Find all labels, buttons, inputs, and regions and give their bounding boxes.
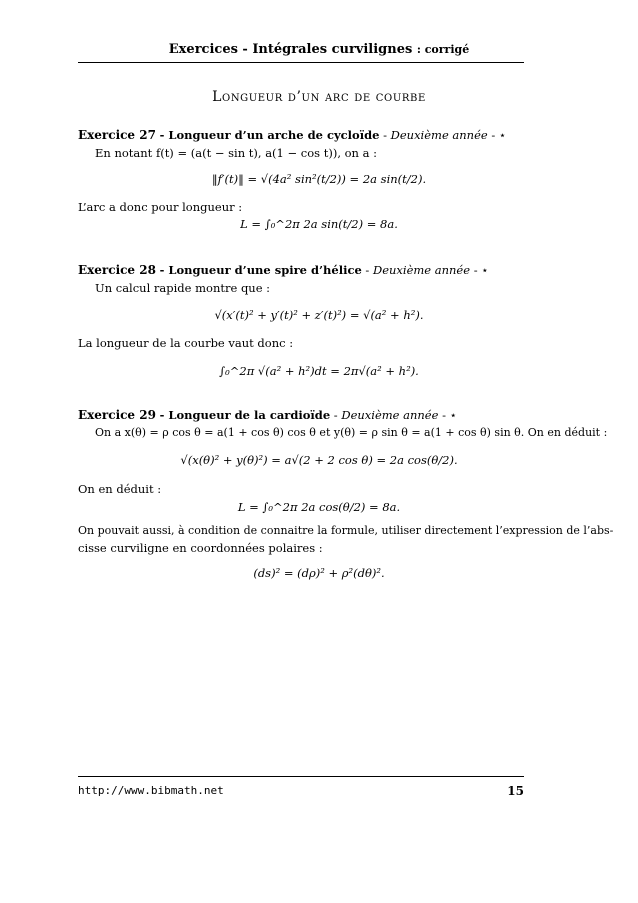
section-title: Longueur d’un arc de courbe — [212, 89, 426, 105]
exercise-29-heading: Exercice 29 - Longueur de la cardioïde - Deuxième année - ⋆ — [78, 408, 457, 422]
exercise-title: - Longueur d’un arche de cycloïde — [159, 128, 380, 142]
footer-rule — [78, 776, 524, 777]
exercise-29-equation-1: √(x(θ)² + y(θ)²) = a√(2 + 2 cos θ) = 2a cos(θ/2). — [180, 453, 458, 467]
exercise-27-text-2: L’arc a donc pour longueur : — [78, 200, 243, 214]
exercise-29-equation-2: L = ∫₀^2π 2a cos(θ/2) = 8a. — [237, 500, 401, 514]
exercise-level: Deuxième année — [390, 128, 488, 142]
difficulty-star-icon: ⋆ — [449, 408, 457, 422]
exercise-28-equation-2: ∫₀^2π √(a² + h²)dt = 2π√(a² + h²). — [219, 364, 419, 378]
footer-url-link[interactable]: http://www.bibmath.net — [78, 784, 224, 797]
exercise-29-text-3b: cisse curviligne en coordonnées polaires : — [78, 541, 323, 555]
exercise-level: Deuxième année — [372, 263, 471, 277]
exercise-number: Exercice 28 — [78, 263, 156, 277]
exercise-27-equation-1: ‖f′(t)‖ = √(4a² sin²(t/2)) = 2a sin(t/2). — [211, 172, 427, 186]
exercise-29-intro: On a x(θ) = ρ cos θ = a(1 + cos θ) cos θ et y(θ) = ρ sin θ = a(1 + cos θ) sin θ. On en déduit : — [95, 426, 608, 439]
difficulty-star-icon: ⋆ — [498, 128, 507, 142]
header-rule — [78, 62, 524, 63]
exercise-29-text-3a: On pouvait aussi, à condition de connaitre la formule, utiliser directement l’expression de l’abs- — [78, 524, 614, 537]
exercise-level: Deuxième année — [341, 408, 439, 422]
exercise-27-heading: Exercice 27 - Longueur d’un arche de cycloïde - Deuxième année - ⋆ — [78, 128, 507, 142]
page-number: 15 — [507, 784, 524, 798]
exercise-28-intro: Un calcul rapide montre que : — [95, 281, 271, 295]
difficulty-star-icon: ⋆ — [481, 263, 489, 277]
exercise-29-equation-3: (ds)² = (dρ)² + ρ²(dθ)². — [253, 566, 385, 580]
exercise-27-intro: En notant f(t) = (a(t − sin t), a(1 − cos t)), on a : — [95, 146, 378, 160]
exercise-title: - Longueur de la cardioïde — [159, 408, 331, 422]
exercise-number: Exercice 29 — [78, 408, 156, 422]
header-title: Exercices - Intégrales curvilignes — [168, 42, 413, 57]
exercise-28-heading: Exercice 28 - Longueur d’une spire d’hélice - Deuxième année - ⋆ — [78, 263, 489, 277]
page-header — [0, 42, 638, 57]
exercise-28-equation-1: √(x′(t)² + y′(t)² + z′(t)²) = √(a² + h²). — [214, 308, 424, 322]
exercise-29-text-2: On en déduit : — [78, 482, 162, 496]
header-subtitle: : corrigé — [416, 43, 470, 56]
exercise-28-text-2: La longueur de la courbe vaut donc : — [78, 336, 294, 350]
exercise-27-equation-2: L = ∫₀^2π 2a sin(t/2) = 8a. — [240, 217, 398, 231]
exercise-title: - Longueur d’une spire d’hélice — [159, 263, 362, 277]
exercise-number: Exercice 27 — [78, 128, 156, 142]
